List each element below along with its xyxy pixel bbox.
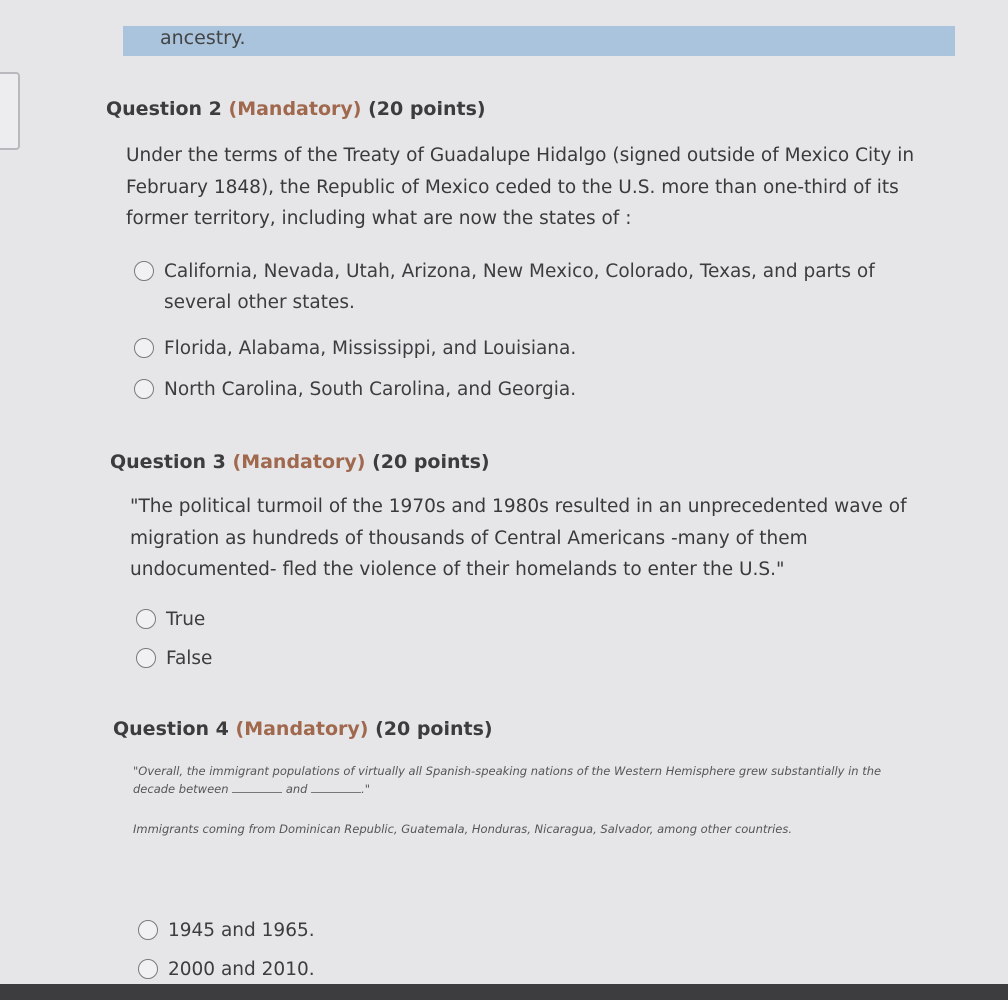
q4-option-2[interactable] [138, 954, 438, 985]
question-4-text-end: ." [361, 782, 371, 796]
question-4-text-part1: "Overall, the immigrant populations of virtually all Spanish-speaking nations of the Western Hemisphere grew substantially in the decade between [133, 764, 882, 796]
option-label: True [166, 609, 206, 630]
radio-button[interactable] [136, 609, 156, 629]
question-2-text: Under the terms of the Treaty of Guadalupe Hidalgo (signed outside of Mexico City in February 1848), the Republic of Mexico ceded to the U.S. more than one-third of its former territory, including what are now the states of : [126, 145, 915, 229]
question-number: Question 2 [106, 98, 222, 120]
q2-option-2[interactable] [134, 333, 924, 364]
radio-button[interactable] [134, 338, 154, 358]
radio-button[interactable] [136, 648, 156, 668]
question-3-text: "The political turmoil of the 1970s and 1980s resulted in an unprecedented wave of migration as hundreds of thousands of Central Americans -many of them undocumented- fled the violence of their homelands to enter the U.S." [130, 496, 907, 580]
radio-button[interactable] [138, 959, 158, 979]
points-label: (20 points) [375, 718, 493, 740]
question-3-title [110, 451, 490, 473]
question-4-title [113, 718, 493, 740]
question-4-text [133, 762, 913, 798]
mandatory-label: (Mandatory) [235, 718, 369, 740]
side-panel-tab[interactable] [0, 72, 20, 150]
points-label: (20 points) [372, 451, 490, 473]
radio-button[interactable] [138, 920, 158, 940]
option-label: North Carolina, South Carolina, and Georgia. [164, 379, 577, 400]
question-4-text-and: and [285, 782, 308, 796]
question-4-subtext: Immigrants coming from Dominican Republic, Guatemala, Honduras, Nicaragua, Salvador, among other countries. [133, 822, 793, 836]
q3-option-false[interactable] [136, 643, 436, 674]
blank-1 [232, 782, 282, 793]
q4-option-1[interactable] [138, 915, 438, 946]
bottom-bar [0, 984, 1008, 1000]
points-label: (20 points) [368, 98, 486, 120]
option-label: 2000 and 2010. [168, 959, 315, 980]
previous-answer-label: ancestry. [160, 27, 246, 49]
q2-option-1[interactable] [134, 256, 924, 318]
blank-2 [311, 782, 361, 793]
mandatory-label: (Mandatory) [228, 98, 362, 120]
option-label: 1945 and 1965. [168, 920, 315, 941]
radio-button[interactable] [134, 379, 154, 399]
question-number: Question 3 [110, 451, 226, 473]
option-label: Florida, Alabama, Mississippi, and Louisiana. [164, 338, 577, 359]
option-label: California, Nevada, Utah, Arizona, New Mexico, Colorado, Texas, and parts of several other states. [164, 261, 875, 313]
q3-option-true[interactable] [136, 604, 436, 635]
option-label: False [166, 648, 213, 669]
radio-button[interactable] [134, 261, 154, 281]
q2-option-3[interactable] [134, 374, 924, 405]
previous-answer-option[interactable] [123, 26, 955, 56]
question-2-title [106, 98, 486, 120]
question-number: Question 4 [113, 718, 229, 740]
mandatory-label: (Mandatory) [232, 451, 366, 473]
